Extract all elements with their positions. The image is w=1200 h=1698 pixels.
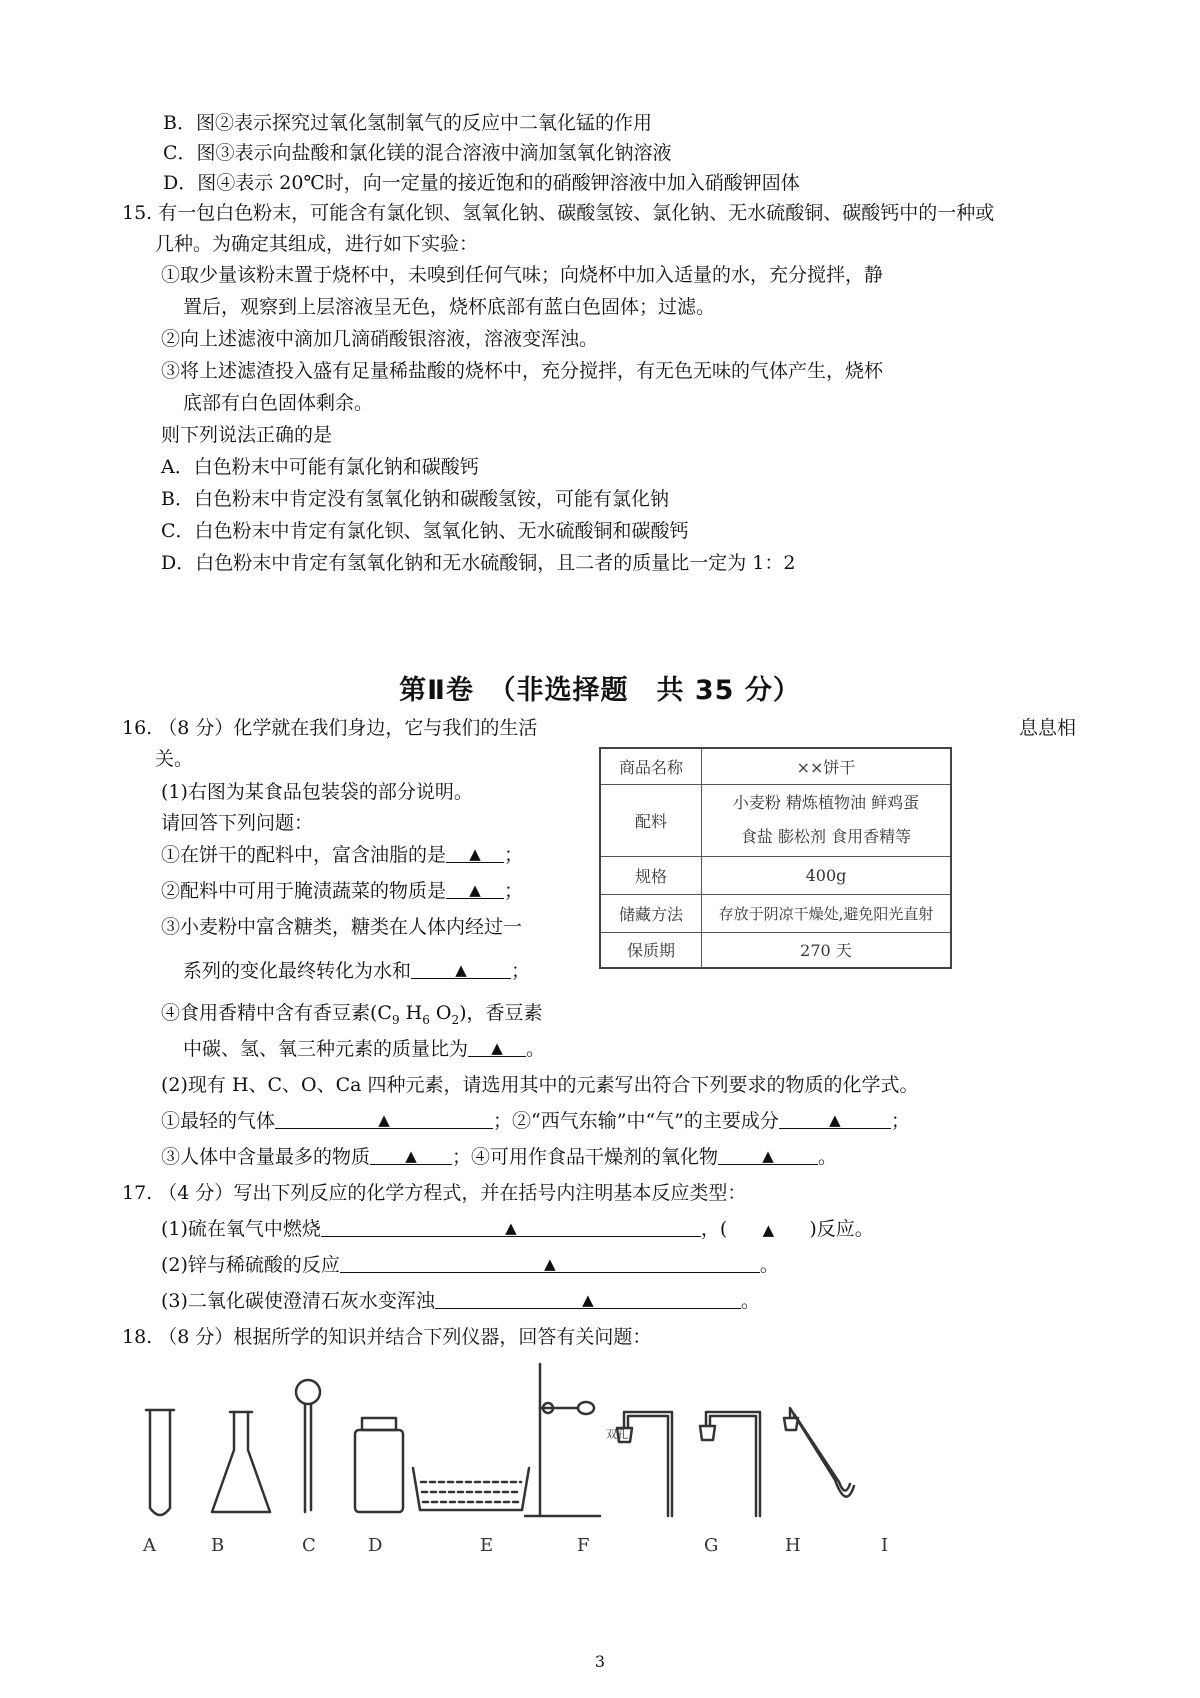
q16-item3-a: ③小麦粉中富含糖类，糖类在人体内经过一 — [161, 916, 523, 938]
iron-stand-icon — [525, 1364, 600, 1516]
section-title: 第Ⅱ卷 （非选择题 共 35 分） — [399, 675, 801, 706]
label-c: C — [302, 1535, 316, 1556]
hooked-tube-icon — [784, 1408, 854, 1497]
triangle-mark: ▲ — [505, 1219, 517, 1237]
label-b: B — [211, 1535, 225, 1556]
subscript: 2 — [451, 1012, 460, 1027]
q15-stem-line1: 15. 有一包白色粉末，可能含有氯化钡、氢氧化钠、碳酸氢铵、氯化钠、无水硫酸铜、碳酸钙中的一种或 — [122, 202, 995, 224]
q16-item2 — [161, 878, 523, 904]
q15-step1-a: ①取少量该粉末置于烧杯中，未嗅到任何气味；向烧杯中加入适量的水，充分搅拌，静 — [161, 264, 884, 286]
food-key-shelf: 保质期 — [600, 932, 702, 968]
answer-blank[interactable] — [275, 1108, 493, 1129]
answer-blank[interactable] — [435, 1288, 741, 1309]
q15-step1-b: 置后，观察到上层溶液呈无色，烧杯底部有蓝白色固体；过滤。 — [183, 296, 716, 318]
q17-r2-text: (2)锌与稀硫酸的反应 — [161, 1254, 340, 1276]
q16-item2-text: ②配料中可用于腌渍蔬菜的物质是 — [161, 880, 447, 902]
triangle-mark: ▲ — [405, 1147, 417, 1165]
test-tube-icon — [146, 1410, 174, 1515]
q14-option-c: C．图③表示向盐酸和氯化镁的混合溶液中滴加氢氧化钠溶液 — [163, 142, 672, 164]
food-label-table — [599, 747, 952, 969]
q16-stem-c: 关。 — [155, 748, 194, 770]
double-hole-note: 双孔 — [606, 1428, 628, 1441]
food-key-name: 商品名称 — [600, 748, 702, 784]
lab-apparatus-figure — [130, 1360, 1010, 1540]
punct: )反应。 — [809, 1218, 874, 1240]
answer-blank[interactable] — [321, 1216, 701, 1237]
answer-blank[interactable] — [446, 842, 504, 863]
triangle-mark: ▲ — [582, 1291, 594, 1309]
q16-part2-line1 — [161, 1108, 910, 1134]
triangle-mark: ▲ — [544, 1255, 556, 1273]
q16-part1-b: 请回答下列问题： — [161, 812, 314, 834]
food-ingredients-line1: 小麦粉 精炼植物油 鲜鸡蛋 — [732, 793, 920, 812]
conical-flask-icon — [212, 1412, 270, 1512]
q16-j4-text: ；④可用作食品干燥剂的氧化物 — [452, 1146, 719, 1168]
answer-blank[interactable] — [340, 1252, 760, 1273]
label-a: A — [143, 1535, 156, 1556]
q15-step2: ②向上述滤液中滴加几滴硝酸银溶液，溶液变浑浊。 — [161, 328, 599, 350]
punct: 。 — [740, 1290, 760, 1312]
q15-option-c: C．白色粉末中肯定有氯化钡、氢氧化钠、无水硫酸铜和碳酸钙 — [161, 520, 689, 542]
q16-item4-a — [161, 1000, 543, 1026]
triangle-mark: ▲ — [491, 1039, 503, 1057]
q18-stem: 18. （8 分）根据所学的知识并结合下列仪器，回答有关问题： — [122, 1326, 652, 1348]
q17-r2 — [161, 1252, 779, 1278]
q15-step3-a: ③将上述滤渣投入盛有足量稀盐酸的烧杯中，充分搅拌，有无色无味的气体产生，烧杯 — [161, 360, 884, 382]
food-val-ingredients — [702, 784, 952, 856]
q15-ask: 则下列说法正确的是 — [161, 424, 333, 446]
food-key-spec: 规格 — [600, 856, 702, 894]
q16-part2-line2 — [161, 1144, 837, 1170]
punct: ； — [504, 880, 524, 902]
q16-item4-b — [183, 1036, 545, 1062]
subscript: 6 — [422, 1012, 430, 1027]
q16-j1-text: ①最轻的气体 — [161, 1110, 276, 1132]
triangle-mark[interactable]: ▲ — [762, 1221, 775, 1239]
wide-mouth-bottle-icon — [355, 1418, 403, 1512]
punct: ； — [504, 844, 524, 866]
q15-option-d: D．白色粉末中肯定有氢氧化钠和无水硫酸铜，且二者的质量比一定为 1：2 — [161, 552, 796, 574]
bent-tube-icon — [700, 1412, 760, 1516]
answer-blank[interactable] — [718, 1144, 818, 1165]
long-neck-funnel-icon — [296, 1380, 320, 1512]
food-val-storage: 存放于阴凉干燥处,避免阳光直射 — [702, 894, 952, 932]
food-key-storage: 储藏方法 — [600, 894, 702, 932]
triangle-mark: ▲ — [469, 845, 481, 863]
triangle-mark: ▲ — [829, 1111, 841, 1129]
q15-stem-line2: 几种。为确定其组成，进行如下实验： — [155, 233, 479, 255]
q16-part2: (2)现有 H、C、O、Ca 四种元素，请选用其中的元素写出符合下列要求的物质的化学式。 — [161, 1074, 919, 1096]
punct: 。 — [818, 1146, 838, 1168]
triangle-mark: ▲ — [455, 961, 467, 979]
formula-part: O — [429, 1002, 452, 1024]
q17-r1 — [161, 1216, 874, 1243]
q15-step3-b: 底部有白色固体剩余。 — [183, 392, 374, 414]
q14-option-b: B．图②表示探究过氧化氢制氧气的反应中二氧化锰的作用 — [163, 112, 652, 134]
q14-option-d: D．图④表示 20℃时，向一定量的接近饱和的硝酸钾溶液中加入硝酸钾固体 — [163, 172, 800, 194]
q16-item1 — [161, 842, 523, 868]
q17-r3 — [161, 1288, 760, 1314]
label-d: D — [368, 1535, 383, 1556]
q17-stem: 17. （4 分）写出下列反应的化学方程式，并在括号内注明基本反应类型： — [122, 1182, 747, 1204]
food-val-name: ××饼干 — [702, 748, 952, 784]
label-f: F — [577, 1535, 590, 1556]
food-val-shelf: 270 天 — [702, 932, 952, 968]
punct: ； — [890, 1110, 910, 1132]
q17-r1-text: (1)硫在氧气中燃烧 — [161, 1218, 321, 1240]
water-trough-icon — [413, 1468, 529, 1510]
triangle-mark: ▲ — [378, 1111, 390, 1129]
q16-part1: (1)右图为某食品包装袋的部分说明。 — [161, 781, 473, 803]
q16-item3-text: 系列的变化最终转化为水和 — [183, 960, 412, 982]
q15-option-a: A．白色粉末中可能有氯化钠和碳酸钙 — [161, 456, 479, 478]
label-h: H — [785, 1535, 801, 1556]
triangle-mark: ▲ — [469, 881, 481, 899]
label-i: I — [881, 1535, 889, 1556]
formula-part: H — [399, 1002, 423, 1024]
punct: 。 — [526, 1038, 546, 1060]
punct: 。 — [759, 1254, 779, 1276]
subscript: 9 — [391, 1012, 400, 1027]
food-val-spec: 400g — [702, 856, 952, 894]
q16-item4-text: ④食用香精中含有香豆素(C — [161, 1002, 392, 1024]
q15-option-b: B．白色粉末中肯定没有氢氧化钠和碳酸氢铵，可能有氯化钠 — [161, 488, 669, 510]
q16-j3-text: ③人体中含量最多的物质 — [161, 1146, 371, 1168]
q16-item4b-text: 中碳、氢、氧三种元素的质量比为 — [183, 1038, 469, 1060]
food-key-ingredients: 配料 — [600, 784, 702, 856]
punct: ； — [511, 960, 531, 982]
answer-blank[interactable] — [468, 1036, 526, 1057]
q16-item3-b — [183, 958, 530, 984]
formula-part: )，香豆素 — [459, 1002, 543, 1024]
answer-blank[interactable] — [411, 958, 511, 979]
answer-blank[interactable] — [446, 878, 504, 899]
q16-item1-text: ①在饼干的配料中，富含油脂的是 — [161, 844, 447, 866]
answer-blank[interactable] — [779, 1108, 891, 1129]
food-ingredients-line2: 食盐 膨松剂 食用香精等 — [740, 827, 912, 846]
answer-blank[interactable] — [370, 1144, 452, 1165]
page-number: 3 — [594, 1652, 606, 1671]
q17-r3-text: (3)二氧化碳使澄清石灰水变浑浊 — [161, 1290, 435, 1312]
label-g: G — [704, 1535, 719, 1556]
label-e: E — [480, 1535, 494, 1556]
q16-stem-b: 息息相 — [1019, 717, 1077, 739]
q16-stem-a: 16. （8 分）化学就在我们身边，它与我们的生活 — [122, 717, 538, 739]
triangle-mark: ▲ — [762, 1147, 774, 1165]
punct: ，( — [700, 1218, 728, 1240]
q16-j2-text: ；②“西气东输”中“气”的主要成分 — [493, 1110, 779, 1132]
